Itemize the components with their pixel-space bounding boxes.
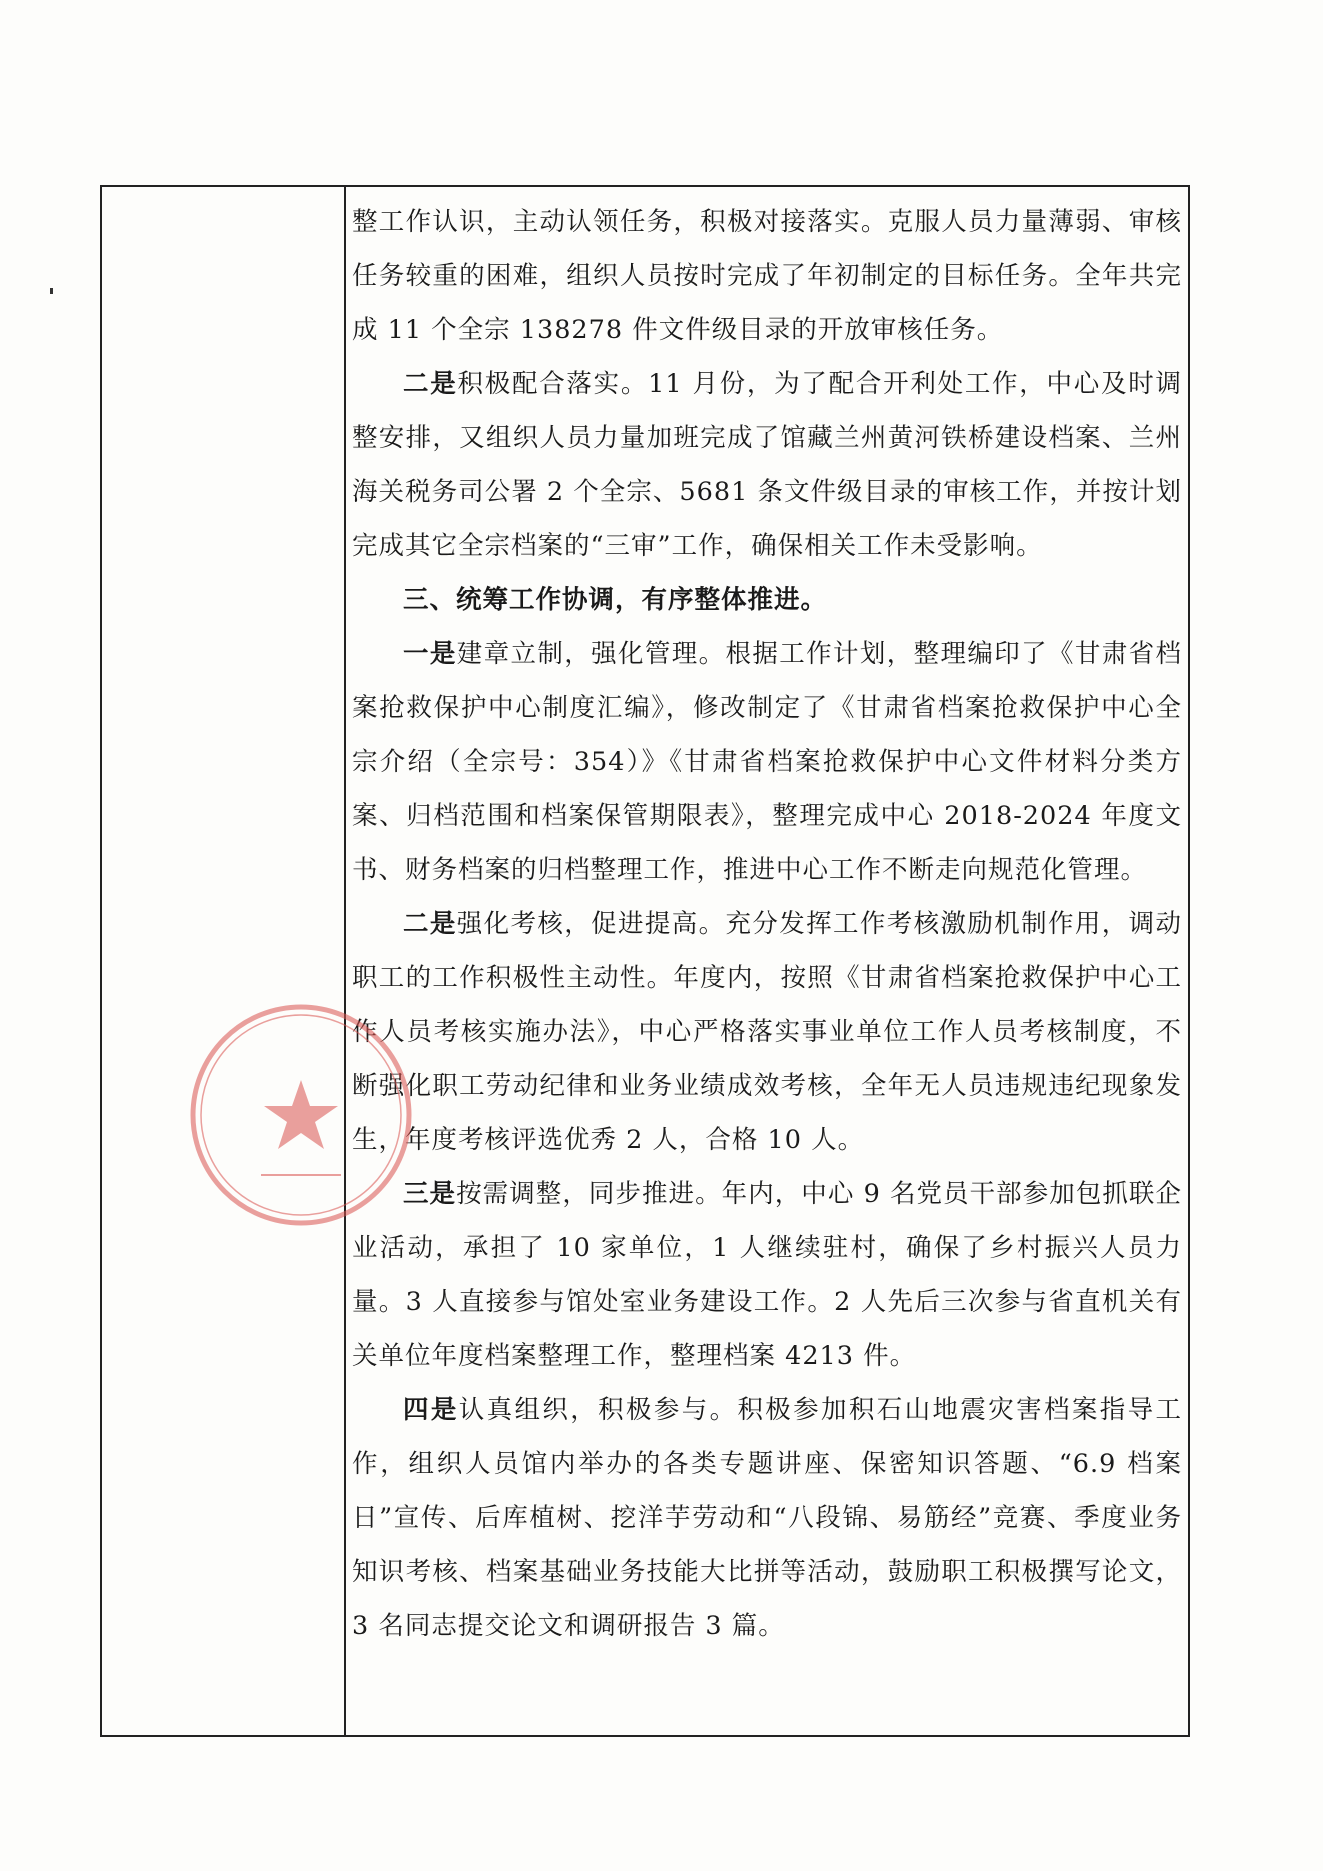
paragraph-text: 积极配合落实。11 月份，为了配合开利处工作，中心及时调整安排，又组织人员力量加班完成了馆藏兰州黄河铁桥建设档案、兰州海关税务司公署 2 个全宗、5681 条文件级目录的审核工作，并按计划完成其它全宗档案的“三审”工作，确保相关工作未受影响。	[352, 369, 1182, 561]
star-icon	[264, 1080, 338, 1149]
paragraph-item-three	[352, 1167, 1182, 1383]
paragraph-lead: 四是	[403, 1395, 459, 1425]
paragraph-item-two	[352, 897, 1182, 1167]
paragraph-continued	[352, 195, 1182, 357]
paragraph-text: 按需调整，同步推进。年内，中心 9 名党员干部参加包抓联企业活动，承担了 10 家单位，1 人继续驻村，确保了乡村振兴人员力量。3 人直接参与馆处室业务建设工作。2 人先后三次参与省直机关有关单位年度档案整理工作，整理档案 4213 件。	[352, 1179, 1182, 1371]
paragraph-item-two	[352, 357, 1182, 573]
paragraph-item-four	[352, 1383, 1182, 1653]
table-left-column	[102, 187, 346, 1735]
paragraph-lead: 三是	[403, 1179, 457, 1209]
official-seal	[186, 1000, 416, 1230]
paragraph-text: 认真组织，积极参与。积极参加积石山地震灾害档案指导工作，组织人员馆内举办的各类专题讲座、保密知识答题、“6.9 档案日”宣传、后库植树、挖洋芋劳动和“八段锦、易筋经”竞赛、季度业务知识考核、档案基础业务技能大比拼等活动，鼓励职工积极撰写论文，3 名同志提交论文和调研报告 3 篇。	[352, 1395, 1182, 1641]
paragraph-lead: 一是	[403, 639, 457, 669]
margin-mark	[50, 288, 53, 294]
document-table	[100, 185, 1190, 1737]
paragraph-text: 建章立制，强化管理。根据工作计划，整理编印了《甘肃省档案抢救保护中心制度汇编》，修改制定了《甘肃省档案抢救保护中心全宗介绍（全宗号：354）》《甘肃省档案抢救保护中心文件材料分类方案、归档范围和档案保管期限表》，整理完成中心 2018-2024 年度文书、财务档案的归档整理工作，推进中心工作不断走向规范化管理。	[352, 639, 1182, 885]
section-heading: 三、统筹工作协调，有序整体推进。	[403, 585, 828, 615]
paragraph-item-one	[352, 627, 1182, 897]
table-content-cell	[352, 195, 1182, 1653]
paragraph-text: 整工作认识，主动认领任务，积极对接落实。克服人员力量薄弱、审核任务较重的困难，组织人员按时完成了年初制定的目标任务。全年共完成 11 个全宗 138278 件文件级目录的开放审核任务。	[352, 207, 1182, 345]
paragraph-lead: 二是	[403, 909, 457, 939]
paragraph-lead: 二是	[403, 369, 458, 399]
paragraph-text: 强化考核，促进提高。充分发挥工作考核激励机制作用，调动职工的工作积极性主动性。年度内，按照《甘肃省档案抢救保护中心工作人员考核实施办法》，中心严格落实事业单位工作人员考核制度，不断强化职工劳动纪律和业务业绩成效考核，全年无人员违规违纪现象发生，年度考核评选优秀 2 人，合格 10 人。	[352, 909, 1182, 1155]
